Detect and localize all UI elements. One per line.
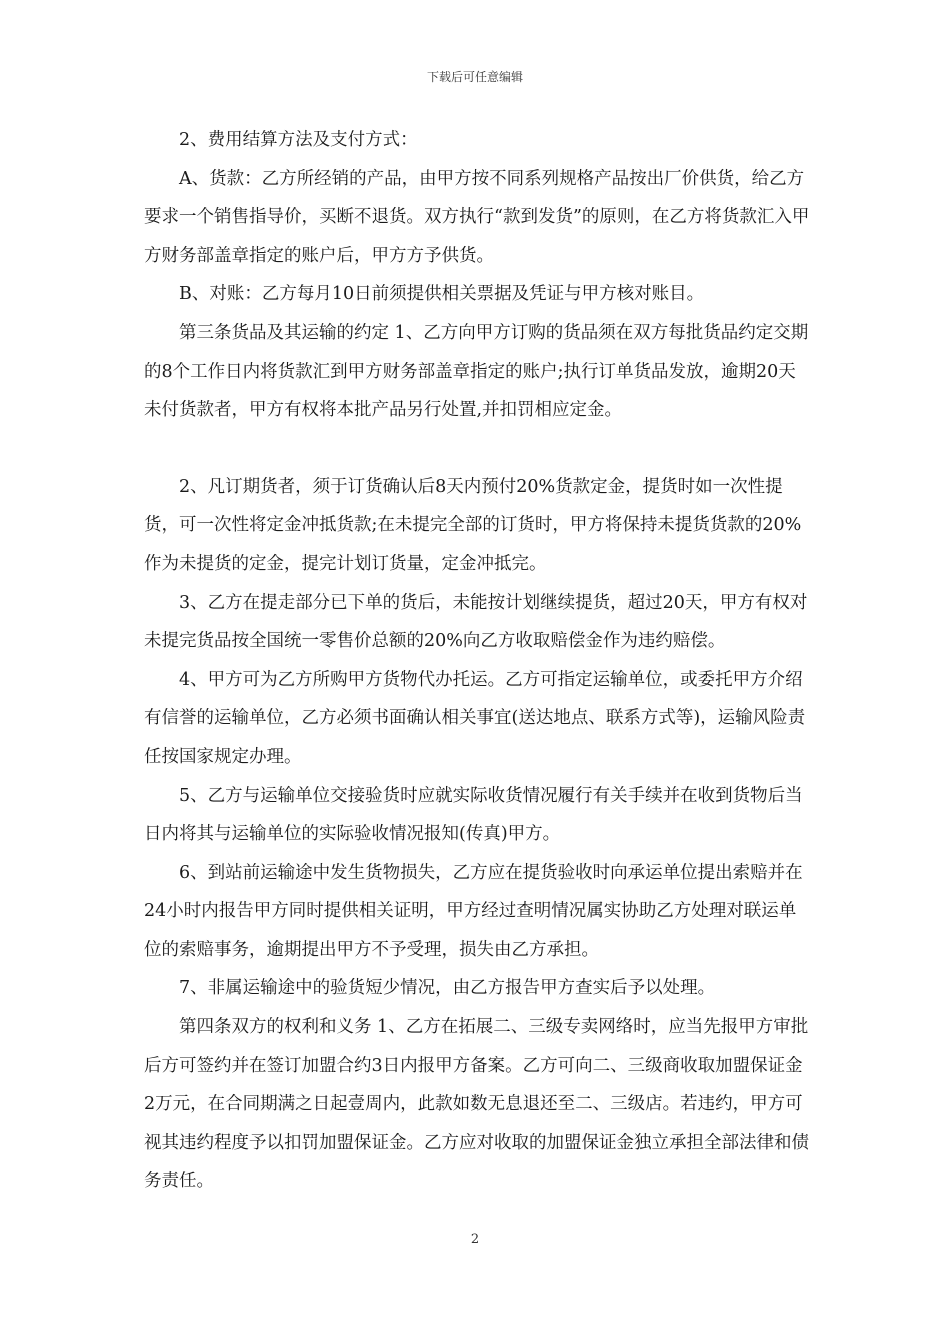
paragraph-article-three: 第三条货品及其运输的约定 1、乙方向甲方订购的货品须在双方每批货品约定交期的8个工作日内将货款汇到甲方财务部盖章指定的账户;执行订单货品发放，逾期20天未付货款者，甲方有权将本批产品另行处置,并扣罚相应定金。 xyxy=(144,322,809,421)
document-body xyxy=(144,121,810,1201)
paragraph-transit-loss: 6、到站前运输途中发生货物损失，乙方应在提货验收时向承运单位提出索赔并在24小时内报告甲方同时提供相关证明，甲方经过查明情况属实协助乙方处理对联运单位的索赔事务，逾期提出甲方不予受理，损失由乙方承担。 xyxy=(144,862,803,960)
paragraph-reconciliation-b: B、对账：乙方每月10日前须提供相关票据及凭证与甲方核对账目。 xyxy=(179,284,705,305)
paragraph-fee-settlement: 2、费用结算方法及支付方式： xyxy=(179,130,418,150)
paragraph-consignment: 4、甲方可为乙方所购甲方货物代办托运。乙方可指定运输单位，或委托甲方介绍有信誉的运输单位，乙方必须书面确认相关事宜(送达地点、联系方式等)，运输风险责任按国家规定办理。 xyxy=(144,669,806,767)
paragraph-article-four: 第四条双方的权利和义务 1、乙方在拓展二、三级专卖网络时，应当先报甲方审批后方可签约并在签订加盟合约3日内报甲方备案。乙方可向二、三级商收取加盟保证金2万元，在合同期满之日起壹周内，此款如数无息退还至二、三级店。若违约，甲方可视其违约程度予以扣罚加盟保证金。乙方应对收取的加盟保证金独立承担全部法律和债务责任。 xyxy=(144,1017,809,1192)
paragraph-pickup-delay: 3、乙方在提走部分已下单的货后，未能按计划继续提货，超过20天，甲方有权对未提完货品按全国统一零售价总额的20%向乙方收取赔偿金作为违约赔偿。 xyxy=(144,592,808,652)
paragraph-payment-a: A、货款：乙方所经销的产品，由甲方按不同系列规格产品按出厂价供货，给乙方要求一个销售指导价，买断不退货。双方执行“款到发货”的原则，在乙方将货款汇入甲方财务部盖章指定的账户后，甲方方予供货。 xyxy=(144,168,810,266)
paragraph-shortage: 7、非属运输途中的验货短少情况，由乙方报告甲方查实后予以处理。 xyxy=(179,978,716,999)
page-number: 2 xyxy=(470,1232,480,1247)
paragraph-inspection: 5、乙方与运输单位交接验货时应就实际收货情况履行有关手续并在收到货物后当日内将其与运输单位的实际验收情况报知(传真)甲方。 xyxy=(144,785,803,845)
paragraph-futures-order: 2、凡订期货者，须于订货确认后8天内预付20%货款定金，提货时如一次性提货，可一次性将定金冲抵货款;在未提完全部的订货时，甲方将保持未提货货款的20%作为未提货的定金，提完计划订货量，定金冲抵完。 xyxy=(144,476,802,574)
page-header: 下载后可任意编辑 xyxy=(426,70,523,84)
